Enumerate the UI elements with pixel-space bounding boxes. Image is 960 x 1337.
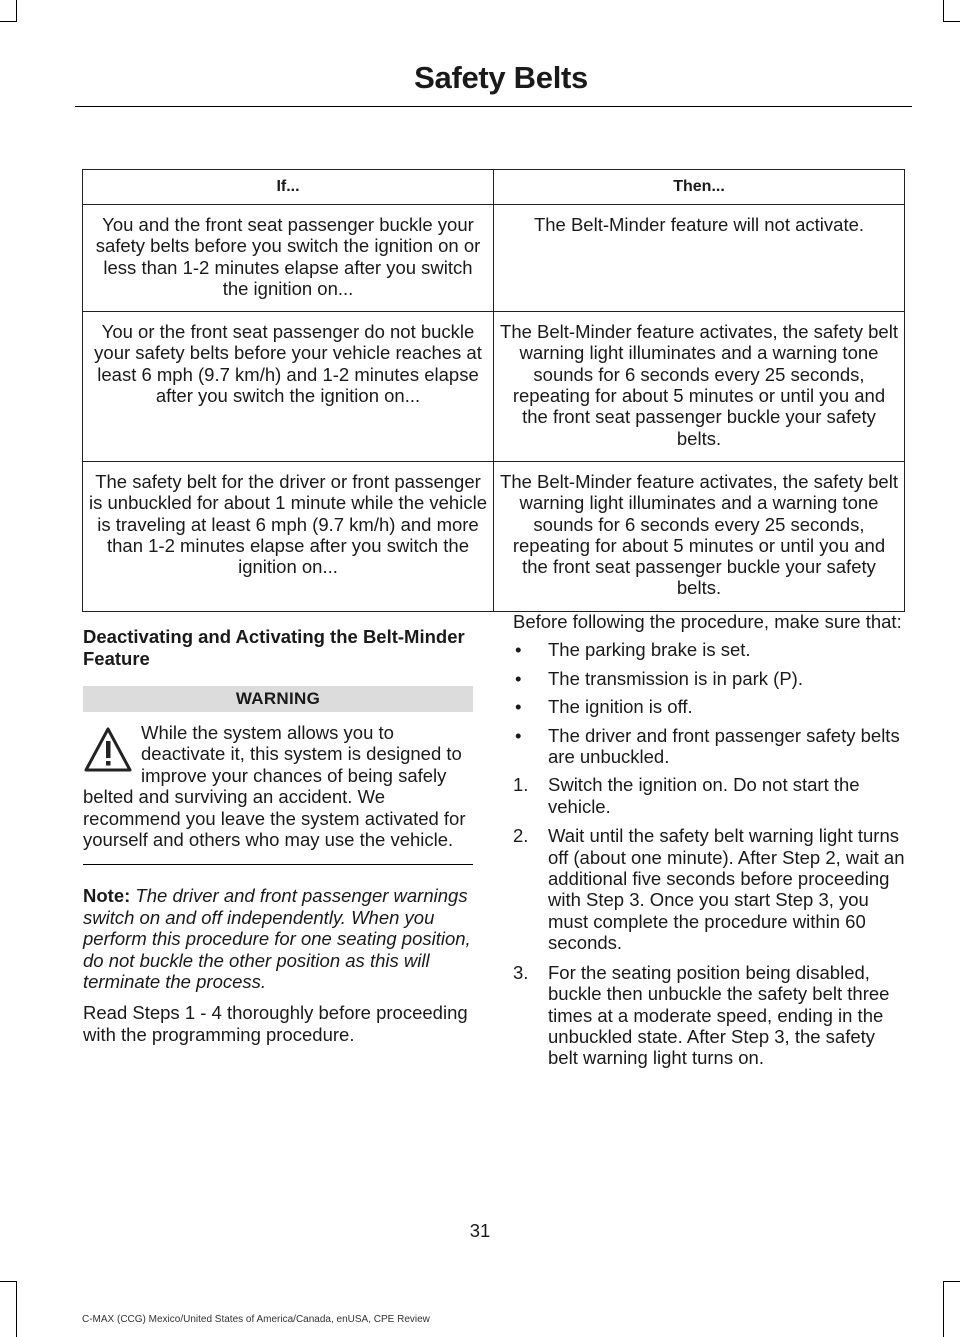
step-text: Wait until the safety belt warning light turns off (about one minute). After Step 2, wait an additional five seconds before proceeding with Step 3. Once you start Step 3, you must complete the procedure within 60 seconds.	[548, 825, 905, 954]
procedure-intro: Before following the procedure, make sure that:	[513, 611, 902, 632]
table-row	[83, 312, 905, 462]
warning-box	[83, 722, 473, 850]
bullet-text: The ignition is off.	[548, 696, 693, 718]
bullet-marker: •	[515, 696, 522, 718]
step-number: 2.	[513, 825, 529, 847]
table-cell-if: The safety belt for the driver or front passenger is unbuckled for about 1 minute while the vehicle is traveling at least 6 mph (9.7 km/h) and more than 1-2 minutes elapse after you switch the ignition on...	[83, 461, 494, 611]
warning-label: WARNING	[83, 686, 473, 712]
crop-mark	[16, 1281, 17, 1337]
page-title: Safety Belts	[414, 60, 588, 95]
right-column	[513, 611, 908, 1077]
section-title: Deactivating and Activating the Belt-Minder Feature	[83, 626, 465, 669]
left-column	[83, 626, 473, 1045]
crop-mark	[943, 21, 960, 22]
step-number: 1.	[513, 774, 529, 796]
bullet-text: The transmission is in park (P).	[548, 667, 803, 689]
table-header-then: Then...	[494, 170, 905, 205]
crop-mark	[943, 1281, 944, 1337]
if-then-table	[82, 169, 905, 612]
note-text: The driver and front passenger warnings switch on and off independently. When you perform this procedure for one seating position, do not buckle the other position as this will terminate the process.	[83, 885, 471, 993]
list-item	[513, 696, 908, 717]
list-item	[513, 725, 908, 768]
note-label: Note:	[83, 885, 131, 907]
crop-mark	[0, 1281, 17, 1282]
crop-mark	[16, 0, 17, 22]
step-item	[513, 962, 908, 1069]
warning-text: While the system allows you to deactivate it, this system is designed to improve your chances of being safely belted and surviving an accident. We recommend you leave the system activated for yourself and others who may use the vehicle.	[83, 722, 466, 851]
step-text: Switch the ignition on. Do not start the vehicle.	[548, 774, 860, 817]
table-cell-if: You and the front seat passenger buckle your safety belts before you switch the ignition on or less than 1-2 minutes elapse after you switch the ignition on...	[83, 205, 494, 312]
warning-divider	[83, 864, 473, 865]
bullet-marker: •	[515, 639, 522, 661]
step-number: 3.	[513, 961, 529, 983]
bullet-marker: •	[515, 724, 522, 746]
step-item	[513, 774, 908, 817]
table-cell-then: The Belt-Minder feature will not activate.	[494, 205, 905, 312]
crop-mark	[0, 21, 17, 22]
bullet-text: The parking brake is set.	[548, 639, 751, 661]
crop-mark	[943, 1281, 960, 1282]
footer-doc-info: C-MAX (CCG) Mexico/United States of America/Canada, enUSA, CPE Review	[82, 1314, 430, 1325]
table-header-row	[83, 170, 905, 205]
table-cell-then: The Belt-Minder feature activates, the safety belt warning light illuminates and a warning tone sounds for 6 seconds every 25 seconds, repeating for about 5 minutes or until you and the front seat passenger buckle your safety belts.	[494, 461, 905, 611]
bullet-text: The driver and front passenger safety belts are unbuckled.	[548, 724, 900, 768]
step-item	[513, 825, 908, 953]
warning-triangle-icon	[83, 726, 133, 774]
list-item	[513, 639, 908, 660]
list-item	[513, 668, 908, 689]
note	[83, 885, 473, 992]
table-header-if: If...	[83, 170, 494, 205]
table-cell-then: The Belt-Minder feature activates, the safety belt warning light illuminates and a warning tone sounds for 6 seconds every 25 seconds, repeating for about 5 minutes or until you and the front seat passenger buckle your safety belts.	[494, 312, 905, 462]
read-steps-paragraph: Read Steps 1 - 4 thoroughly before proceeding with the programming procedure.	[83, 1002, 468, 1045]
crop-mark	[943, 0, 944, 22]
bullet-marker: •	[515, 667, 522, 689]
title-rule	[75, 106, 912, 107]
table-cell-if: You or the front seat passenger do not buckle your safety belts before your vehicle reaches at least 6 mph (9.7 km/h) and 1-2 minutes elapse after you switch the ignition on...	[83, 312, 494, 462]
step-text: For the seating position being disabled, buckle then unbuckle the safety belt three times at a moderate speed, ending in the unbuckled state. After Step 3, the safety belt warning light turns on.	[548, 961, 890, 1069]
table-row	[83, 205, 905, 312]
table-row	[83, 461, 905, 611]
page-number: 31	[469, 1220, 491, 1241]
